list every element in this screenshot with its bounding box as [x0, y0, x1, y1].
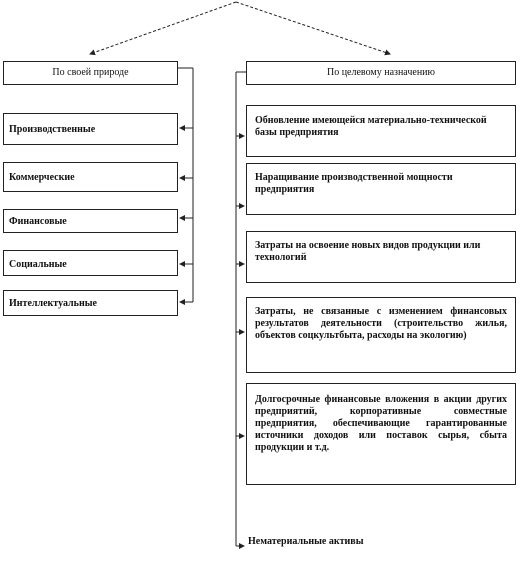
- left-item-label: Интеллектуальные: [9, 298, 97, 309]
- right-item-renewal: [246, 105, 516, 157]
- right-item-capacity: [246, 163, 516, 215]
- left-item-label: Производственные: [9, 124, 96, 135]
- right-item-label: Наращивание производственной мощности предприятия: [255, 172, 453, 195]
- left-item-label: Финансовые: [9, 216, 67, 227]
- left-item-social: [3, 250, 178, 276]
- left-item-production: [3, 113, 178, 145]
- right-item-label: Затраты на освоение новых видов продукции или технологий: [255, 240, 481, 263]
- right-header-box: [246, 61, 516, 85]
- right-item-label: Затраты, не связанные с изменением финансовых результатов деятельности (строительство жилья, объектов соцкультбыта, расходы на экологию): [255, 306, 507, 341]
- right-item-label: Обновление имеющейся материально-технической базы предприятия: [255, 115, 487, 138]
- left-item-label: Коммерческие: [9, 172, 75, 183]
- right-item-intangible: Нематериальные активы: [248, 536, 364, 547]
- left-item-commercial: [3, 162, 178, 192]
- right-item-label: Долгосрочные финансовые вложения в акции других предприятий, корпоративные совместные предприятия, обеспечивающие гарантированные источники доходов или поставок сырья, сбыта продукции и т.д.: [255, 394, 507, 453]
- left-item-label: Социальные: [9, 259, 67, 270]
- right-header-label: По целевому назначению: [326, 67, 435, 78]
- right-item-long-term: [246, 383, 516, 485]
- left-item-intellectual: [3, 290, 178, 316]
- left-header-box: [3, 61, 178, 85]
- right-item-nonfinancial: [246, 297, 516, 373]
- left-header-label: По своей природе: [52, 67, 129, 78]
- left-item-financial: [3, 209, 178, 233]
- right-item-new-products: [246, 231, 516, 283]
